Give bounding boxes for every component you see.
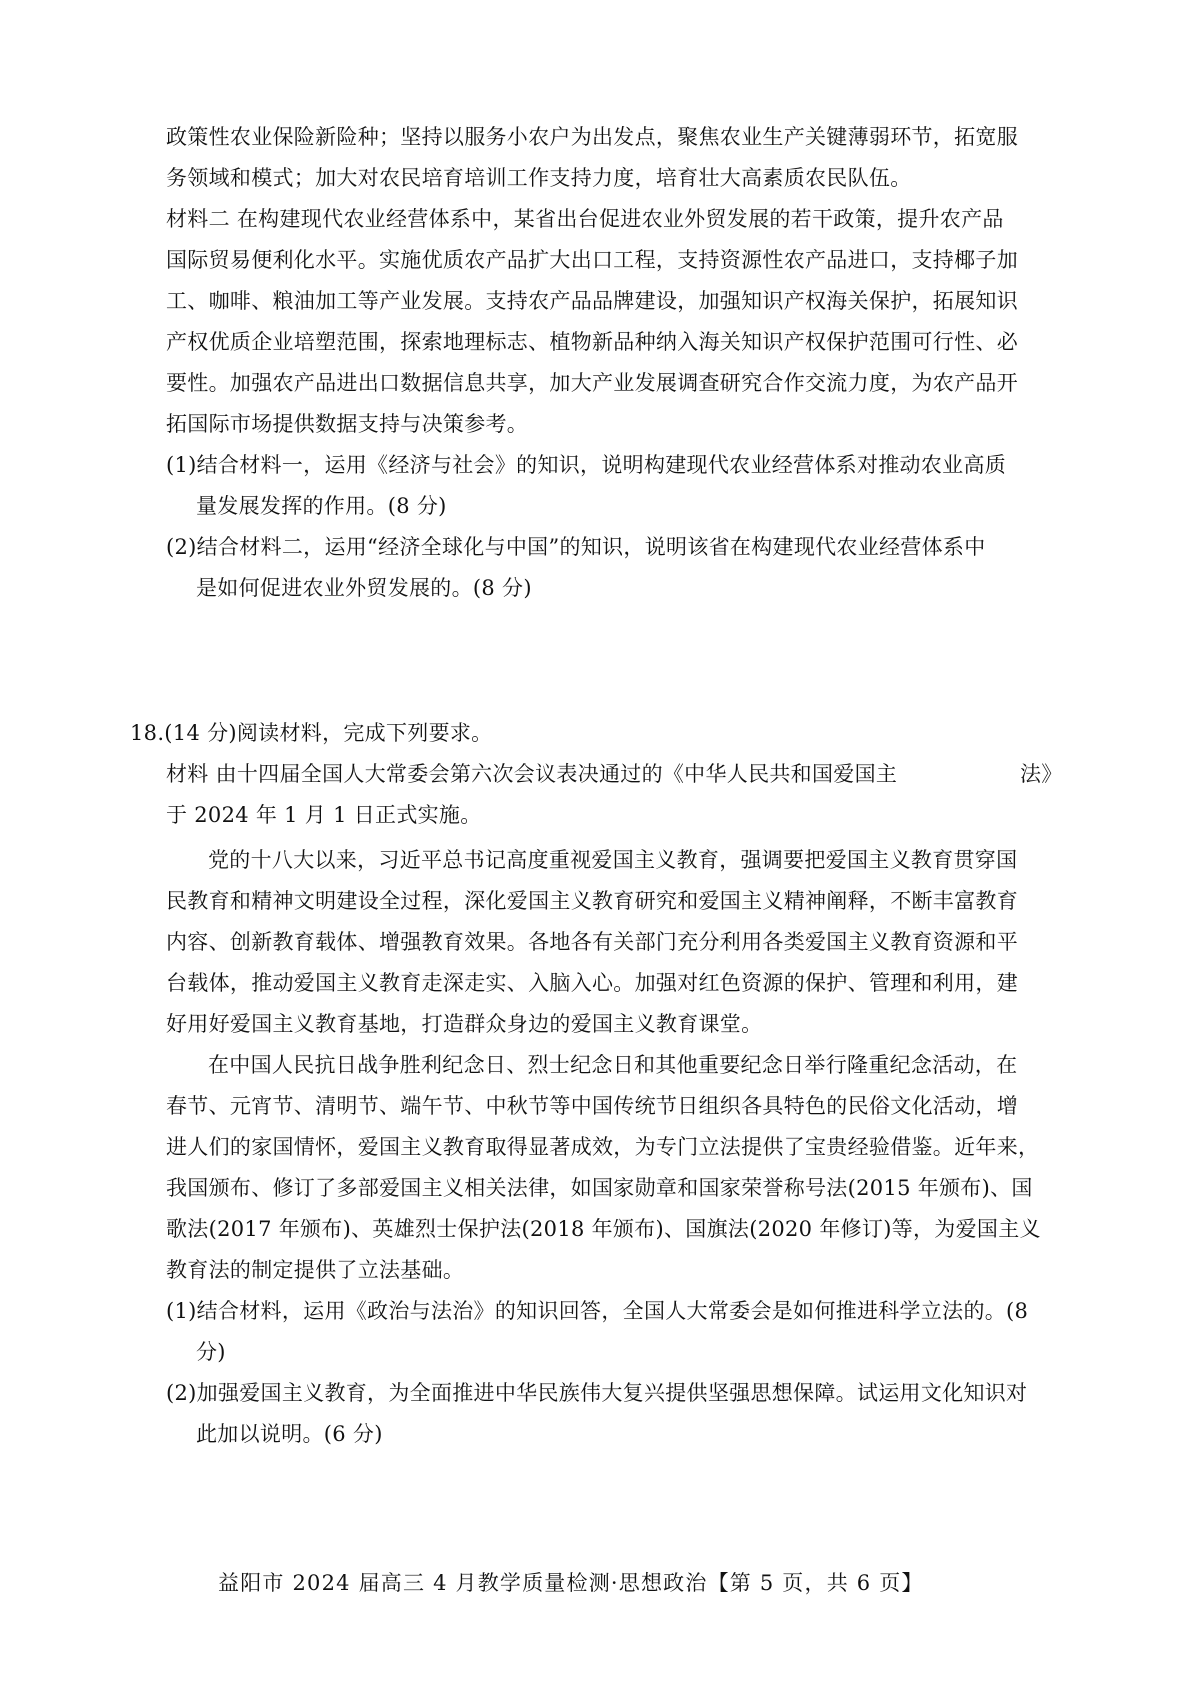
page-footer: 益阳市 2024 届高三 4 月教学质量检测·思想政治【第 5 页，共 6 页】 (218, 1571, 924, 1595)
q18-para-2-line: 进人们的家国情怀，爱国主义教育取得显著成效，为专门立法提供了宝贵经验借鉴。近年来， (166, 1135, 1040, 1159)
q18-para-1-line: 党的十八大以来，习近平总书记高度重视爱国主义教育，强调要把爱国主义教育贯穿国 (208, 848, 1018, 872)
q18-para-2-line: 歌法(2017 年颁布)、英雄烈士保护法(2018 年颁布)、国旗法(2020 年修订)等，为爱国主义 (166, 1217, 1041, 1241)
q18-para-2-line: 我国颁布、修订了多部爱国主义相关法律，如国家勋章和国家荣誉称号法(2015 年颁布)、国 (166, 1176, 1033, 1200)
material-2-line: 产权优质企业培塑范围，探索地理标志、植物新品种纳入海关知识产权保护范围可行性、必 (166, 330, 1018, 354)
question-1-line: 量发展发挥的作用。(8 分) (196, 494, 447, 518)
question-1-line: (1)结合材料一，运用《经济与社会》的知识，说明构建现代农业经营体系对推动农业高质 (166, 453, 1007, 477)
q18-para-2-line: 教育法的制定提供了立法基础。 (166, 1258, 465, 1282)
question-2-line: (2)结合材料二，运用“经济全球化与中国”的知识，说明该省在构建现代农业经营体系中 (166, 535, 986, 559)
q18-para-1-line: 民教育和精神文明建设全过程，深化爱国主义教育研究和爱国主义精神阐释，不断丰富教育 (166, 889, 1018, 913)
q18-question-2-line: (2)加强爱国主义教育，为全面推进中华民族伟大复兴提供坚强思想保障。试运用文化知识对 (166, 1381, 1028, 1405)
material-2-line: 工、咖啡、粮油加工等产业发展。支持农产品品牌建设，加强知识产权海关保护，拓展知识 (166, 289, 1018, 313)
q18-question-1-line: 分) (196, 1340, 226, 1364)
q18-material-line: 于 2024 年 1 月 1 日正式实施。 (166, 803, 482, 827)
q18-question-1-line: (1)结合材料，运用《政治与法治》的知识回答，全国人大常委会是如何推进科学立法的。(8 (166, 1299, 1029, 1323)
question-18-header: 18.(14 分)阅读材料，完成下列要求。 (130, 721, 493, 745)
q18-material-line: 材料 由十四届全国人大常委会第六次会议表决通过的《中华人民共和国爱国主 (166, 762, 898, 786)
material-2-line: 国际贸易便利化水平。实施优质农产品扩大出口工程，支持资源性农产品进口，支持椰子加 (166, 248, 1018, 272)
q18-para-2-line: 春节、元宵节、清明节、端午节、中秋节等中国传统节日组织各具特色的民俗文化活动，增 (166, 1094, 1018, 1118)
q18-material-line-tail: 法》 (1020, 762, 1063, 786)
q18-para-1-line: 内容、创新教育载体、增强教育效果。各地各有关部门充分利用各类爱国主义教育资源和平 (166, 930, 1018, 954)
q18-question-2-line: 此加以说明。(6 分) (196, 1422, 383, 1446)
q18-para-2-line: 在中国人民抗日战争胜利纪念日、烈士纪念日和其他重要纪念日举行隆重纪念活动，在 (208, 1053, 1018, 1077)
material-2-line: 拓国际市场提供数据支持与决策参考。 (166, 412, 529, 436)
question-2-line: 是如何促进农业外贸发展的。(8 分) (196, 576, 532, 600)
material-2-line: 要性。加强农产品进出口数据信息共享，加大产业发展调查研究合作交流力度，为农产品开 (166, 371, 1018, 395)
material-2-line: 材料二 在构建现代农业经营体系中，某省出台促进农业外贸发展的若干政策，提升农产品 (166, 207, 1004, 231)
q18-para-1-line: 好用好爱国主义教育基地，打造群众身边的爱国主义教育课堂。 (166, 1012, 763, 1036)
text-line: 务领域和模式；加大对农民培育培训工作支持力度，培育壮大高素质农民队伍。 (166, 166, 912, 190)
q18-para-1-line: 台载体，推动爱国主义教育走深走实、入脑入心。加强对红色资源的保护、管理和利用，建 (166, 971, 1018, 995)
text-line: 政策性农业保险新险种；坚持以服务小农户为出发点，聚焦农业生产关键薄弱环节，拓宽服 (166, 125, 1018, 149)
